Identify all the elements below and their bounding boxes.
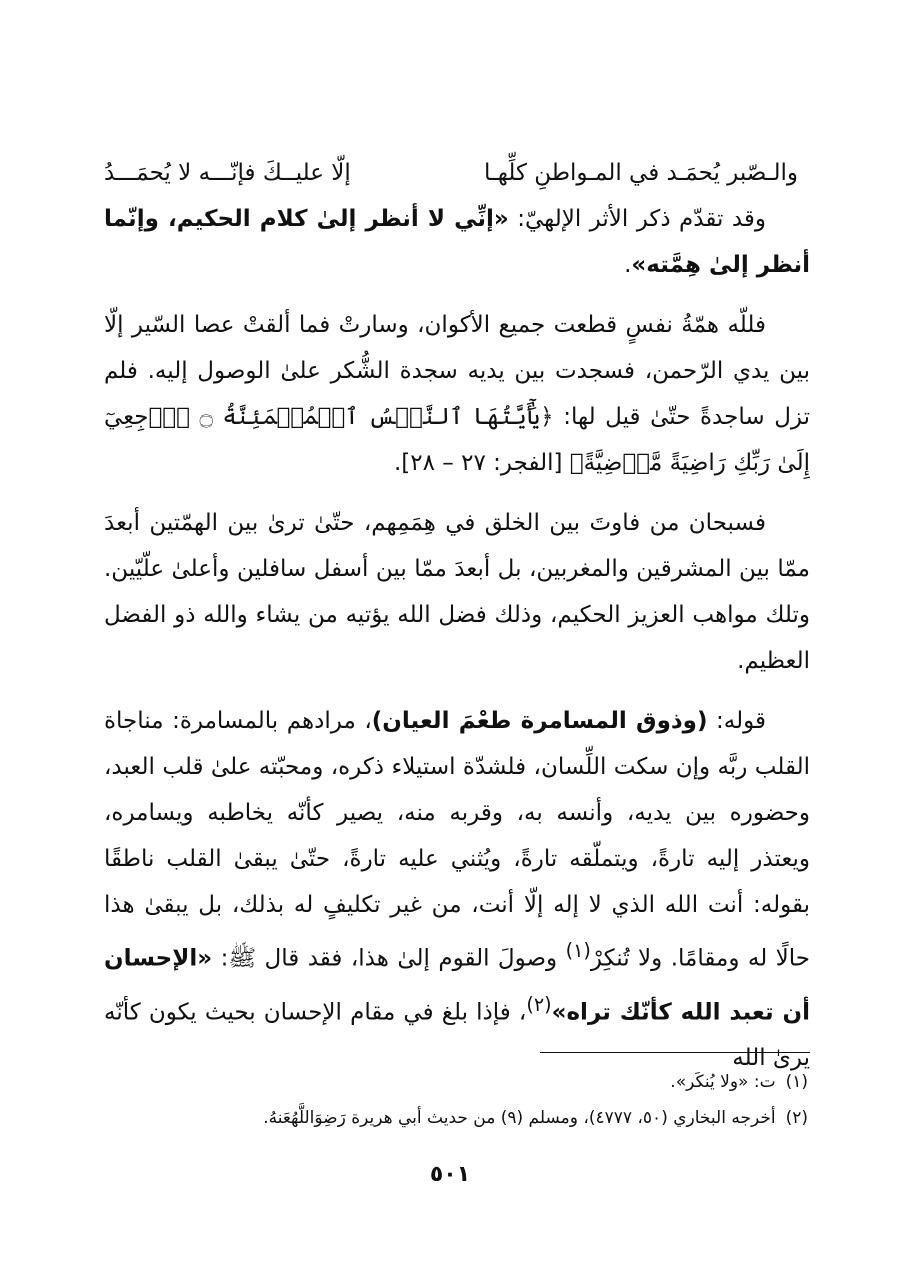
verse-hemistich-right: والـصّبر يُحمَـد في المـواطنِ كلِّهـا (483, 160, 798, 186)
footnote-2 (104, 1100, 808, 1136)
page-number: ٥٠١ (429, 1162, 471, 1187)
footnote-number: (٢) (785, 1108, 808, 1128)
paragraph-himma: فللّه همّةُ نفسٍ قطعت جميع الأكوان، وسارتْ فما ألقتْ عصا السّير إلّا بين يدي الرّحمن، فسجدت بين يديه سجدة الشُّكر علىٰ الوصول إليه. فلم تزل ساجدةً حتّىٰ قيل لها: ﴿يَٰٓأَيَّتُهَا ٱلنَّفۡسُ ٱلۡمُطۡمَئِنَّةُ ۝ ٱرۡجِعِيٓ إِلَىٰ رَبِّكِ رَاضِيَةً مَّرۡضِيَّةً﴾ [الفجر: ٢٧ – ٢٨]. (104, 312, 810, 476)
surah-reference: [الفجر: ٢٧ – ٢٨]. (393, 450, 570, 476)
term-bold: (وذوق المسامرة طعْمَ العيان) (371, 708, 708, 734)
footnote-text: ت: «ولا يُنكَر». (670, 1072, 776, 1092)
footnote-1 (104, 1064, 808, 1100)
hadith-bold: «الإحسان أن تعبد الله كأنّك تراه» (104, 945, 810, 1026)
quran-verse: ﴿يَٰٓأَيَّتُهَا ٱلنَّفۡسُ ٱلۡمُطۡمَئِنَّةُ ۝ ٱرۡجِعِيٓ إِلَىٰ رَبِّكِ رَاضِيَةً مَّرۡضِيَّةً﴾ (104, 404, 810, 476)
paragraph-subhan: فسبحان من فاوتَ بين الخلق في هِمَمِهم، حتّىٰ ترىٰ بين الهمّتين أبعدَ ممّا بين المشرقين والمغربين، بل أبعدَ ممّا بين أسفل سافلين وأعلىٰ علّيّين. وتلك مواهب العزيز الحكيم، وذلك فضل الله يؤتيه من يشاء والله ذو الفضل العظيم. (104, 510, 810, 674)
footnote-text: أخرجه البخاري (٥٠، ٤٧٧٧)، ومسلم (٩) من حديث أبي هريرة رَضِوَاللَّهُعَنهُ. (263, 1108, 776, 1128)
paragraph-divine-narration: وقد تقدّم ذكر الأثر الإلهيّ: «إنِّي لا أنظر إلىٰ كلام الحكيم، وإنّما أنظر إلىٰ هِمَّته». (104, 206, 810, 278)
quote-bold: «إنِّي لا أنظر إلىٰ كلام الحكيم، وإنّما أنظر إلىٰ هِمَّته» (104, 206, 810, 278)
paragraph-musamara: قوله: (وذوق المسامرة طعْمَ العيان)، مرادهم بالمسامرة: مناجاة القلب ربَّه وإن سكت اللِّسان، فلشدّة استيلاء ذكره، ومحبّته علىٰ قلب العبد، وحضوره بين يديه، وأنسه به، وقربه منه، يصير كأنّه يخاطبه ويسامره، ويعتذر إليه تارةً، ويتملّقه تارةً، ويُثني عليه تارةً، حتّىٰ يبقىٰ القلب ناطقًا بقوله: أنت الله الذي لا إله إلّا أنت، من غير تكليفٍ له بذلك، بل يبقىٰ هذا حالًا له ومقامًا. ولا تُنكِرْ$^{(١)}$ وصولَ القوم إلىٰ هذا، فقد قال ﷺ: «الإحسان أن تعبد الله كأنّك تراه»$^{(٢)}$، فإذا بلغ في مقام الإحسان بحيث يكون كأنّه يرىٰ الله (104, 708, 811, 1072)
footnote-number: (١) (785, 1072, 808, 1092)
footnote-ref-2[interactable]: (٢) (526, 992, 552, 1016)
footnote-divider (540, 1052, 810, 1053)
poetry-verse (104, 150, 798, 196)
verse-hemistich-left: إلّا عليــكَ فإنّـــه لا يُحمَـــدُ (104, 160, 351, 186)
footnote-ref-1[interactable]: (١) (565, 939, 591, 962)
footnotes (104, 1064, 808, 1136)
main-text (104, 150, 810, 1081)
